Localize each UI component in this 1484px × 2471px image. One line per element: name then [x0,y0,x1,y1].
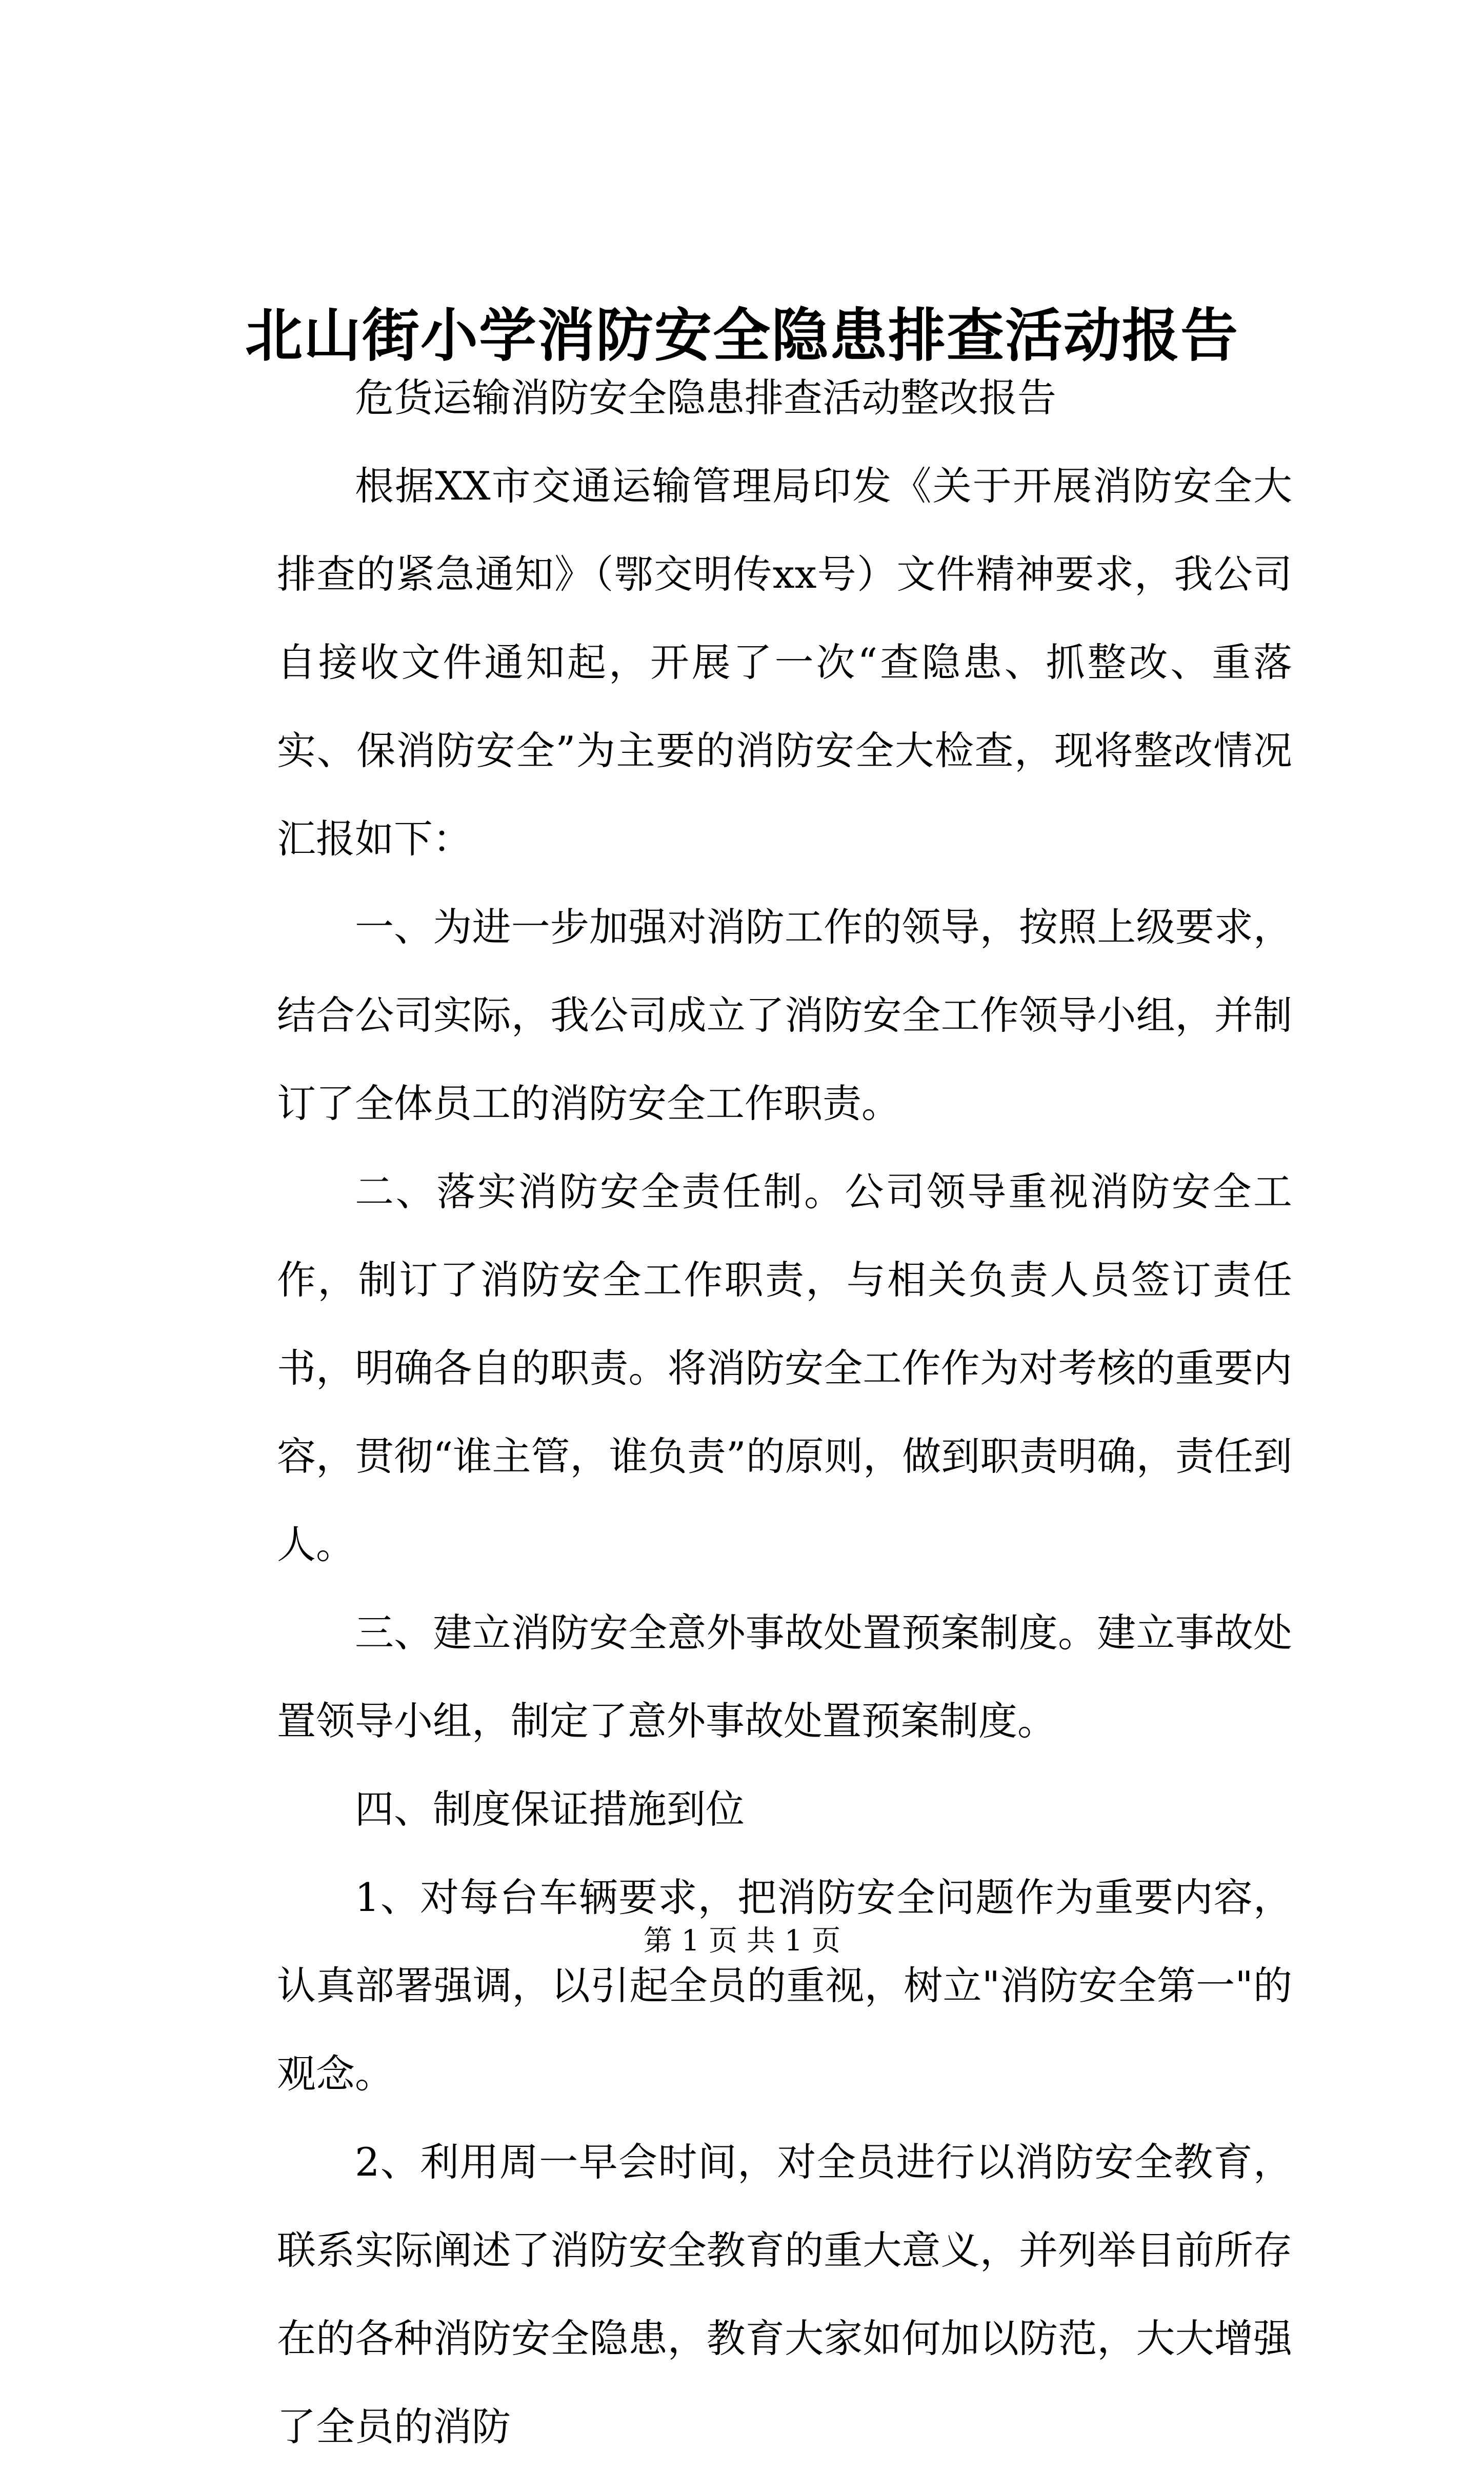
section-2-paragraph: 二、落实消防安全责任制。公司领导重视消防安全工作，制订了消防安全工作职责，与相关负责人员签订责任书，明确各自的职责。将消防安全工作作为对考核的重要内容，贯彻“谁主管，谁负责”的原则，做到职责明确，责任到人。 [277,1169,1292,1567]
section-3-paragraph: 三、建立消防安全意外事故处置预案制度。建立事故处置领导小组，制定了意外事故处置预案制度。 [277,1610,1292,1744]
subtitle-paragraph: 危货运输消防安全隐患排查活动整改报告 [355,375,1056,421]
section-4-heading: 四、制度保证措施到位 [355,1786,745,1832]
item-1-paragraph: 1、对每台车辆要求，把消防安全问题作为重要内容，认真部署强调，以引起全员的重视，树立"消防安全第一"的观念。 [277,1875,1292,2097]
page-number-label: 第 1 页 共 1 页 [643,1924,841,1958]
document-body [277,354,1292,2471]
page-footer [0,1921,1484,1962]
item-2-paragraph: 2、利用周一早会时间，对全员进行以消防安全教育，联系实际阐述了消防安全教育的重大意义，并列举目前所存在的各种消防安全隐患，教育大家如何加以防范，大大增强了全员的消防 [277,2139,1292,2449]
document-title: 北山街小学消防安全隐患排查活动报告 [245,302,1239,370]
intro-paragraph: 根据XX市交通运输管理局印发《关于开展消防安全大排查的紧急通知》（鄂交明传xx号）文件精神要求，我公司自接收文件通知起，开展了一次“查隐患、抓整改、重落实、保消防安全”为主要的消防安全大检查，现将整改情况汇报如下： [277,463,1292,862]
section-1-paragraph: 一、为进一步加强对消防工作的领导，按照上级要求，结合公司实际，我公司成立了消防安全工作领导小组，并制订了全体员工的消防安全工作职责。 [277,904,1292,1126]
